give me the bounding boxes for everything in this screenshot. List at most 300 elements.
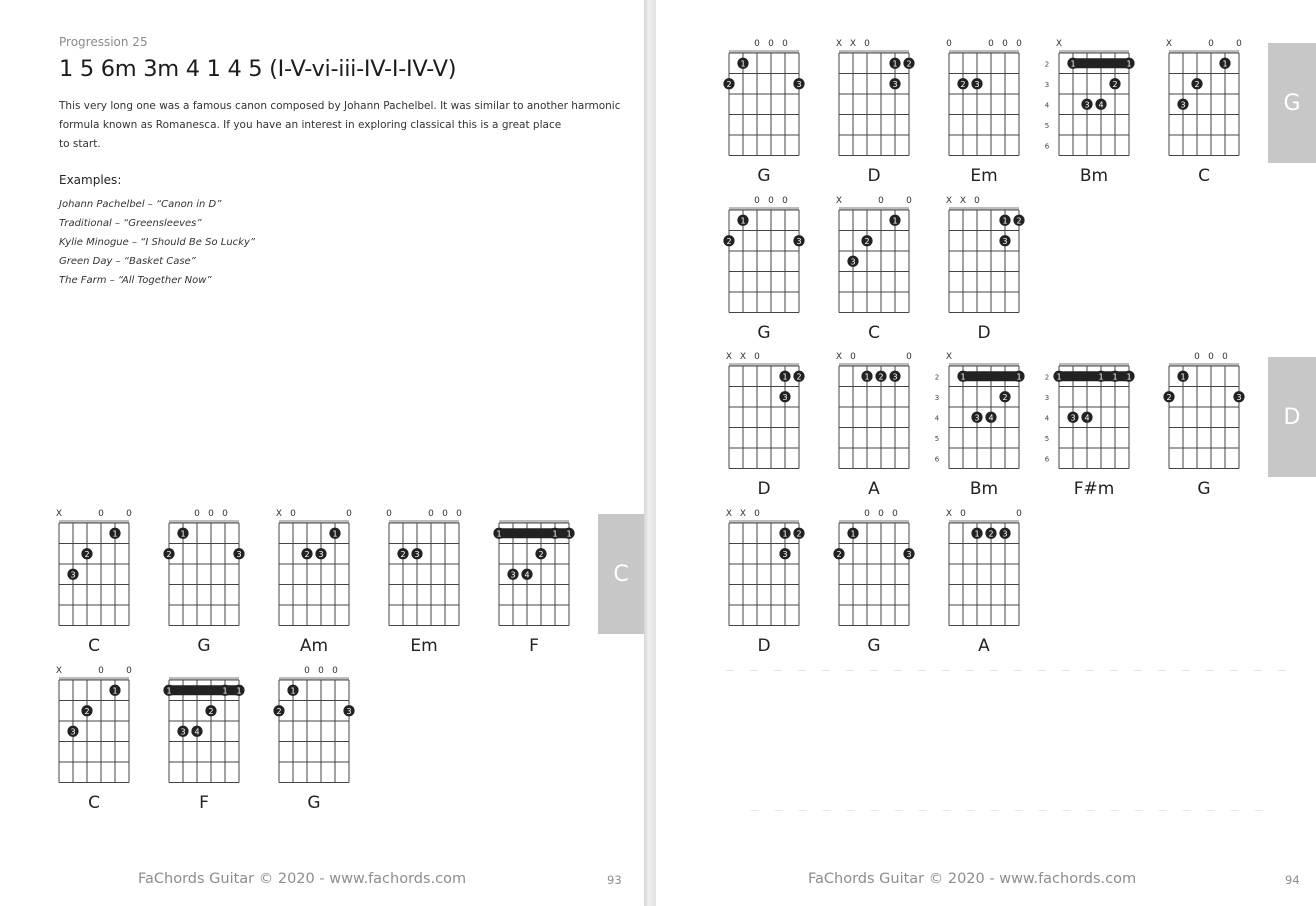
open-string-marker: 0 xyxy=(878,509,884,519)
muted-string-marker: X xyxy=(835,39,843,49)
chord-diagram xyxy=(939,509,1029,656)
fret-number: 6 xyxy=(1044,455,1050,464)
svg-text:3: 3 xyxy=(1002,236,1008,246)
svg-text:3: 3 xyxy=(236,549,242,559)
chord-diagram xyxy=(269,666,359,813)
finger-dot xyxy=(793,78,804,89)
open-string-marker: 0 xyxy=(332,666,338,676)
key-tab-d: D xyxy=(1268,357,1316,477)
finger-dot xyxy=(67,726,78,737)
svg-text:1: 1 xyxy=(782,529,788,539)
progression-description xyxy=(59,97,621,154)
open-string-marker: 0 xyxy=(782,39,788,49)
finger-dot xyxy=(521,569,532,580)
chord-name: D xyxy=(867,166,881,186)
svg-text:2: 2 xyxy=(1016,216,1022,226)
svg-text:2: 2 xyxy=(878,372,884,382)
finger-dot xyxy=(861,371,872,382)
svg-text:1: 1 xyxy=(782,372,788,382)
svg-text:1: 1 xyxy=(1056,372,1062,382)
finger-dot xyxy=(861,235,872,246)
examples-heading: Examples: xyxy=(59,173,122,187)
open-string-marker: 0 xyxy=(782,196,788,206)
finger-dot xyxy=(779,528,790,539)
finger-dot xyxy=(737,215,748,226)
fret-number: 5 xyxy=(1044,121,1050,130)
open-string-marker: 0 xyxy=(754,196,760,206)
chord-name: G xyxy=(757,166,771,186)
svg-text:2: 2 xyxy=(304,549,310,559)
svg-text:3: 3 xyxy=(70,727,76,737)
faded-bleed-through xyxy=(726,670,1286,671)
muted-string-marker: X xyxy=(55,509,63,519)
open-string-marker: 0 xyxy=(126,509,132,519)
fretboard xyxy=(379,509,469,632)
finger-dot xyxy=(1095,99,1106,110)
chord-name: C xyxy=(868,323,880,343)
svg-text:2: 2 xyxy=(960,79,966,89)
finger-dot xyxy=(1191,78,1202,89)
page-number: 93 xyxy=(607,873,622,887)
fret-number: 6 xyxy=(934,455,940,464)
key-tab-c: C xyxy=(598,514,644,634)
open-string-marker: 0 xyxy=(892,509,898,519)
svg-text:4: 4 xyxy=(524,570,530,580)
open-string-marker: 0 xyxy=(1016,39,1022,49)
chord-name: Am xyxy=(299,636,329,656)
finger-dot xyxy=(875,371,886,382)
muted-string-marker: X xyxy=(835,196,843,206)
open-string-marker: 0 xyxy=(318,666,324,676)
chord-diagram xyxy=(1044,39,1139,186)
chord-name: F xyxy=(199,793,209,813)
svg-text:2: 2 xyxy=(726,236,732,246)
description-line: to start. xyxy=(59,138,101,150)
svg-text:3: 3 xyxy=(796,236,802,246)
svg-text:1: 1 xyxy=(112,529,118,539)
finger-dot xyxy=(1095,371,1106,382)
open-string-marker: 0 xyxy=(1208,39,1214,49)
svg-text:4: 4 xyxy=(1084,413,1090,423)
example-item: Johann Pachelbel – “Canon in D” xyxy=(59,199,222,210)
fret-number: 4 xyxy=(934,414,940,423)
fretboard xyxy=(159,669,249,789)
finger-dot xyxy=(67,569,78,580)
finger-dot xyxy=(233,685,244,696)
chord-name: G xyxy=(867,636,881,656)
key-tab-g: G xyxy=(1268,43,1316,163)
finger-dot xyxy=(889,371,900,382)
chord-name: F#m xyxy=(1073,479,1115,499)
svg-text:2: 2 xyxy=(864,236,870,246)
open-string-marker: 0 xyxy=(222,509,228,519)
svg-text:2: 2 xyxy=(988,529,994,539)
svg-text:1: 1 xyxy=(740,216,746,226)
svg-text:3: 3 xyxy=(782,392,788,402)
finger-dot xyxy=(563,528,574,539)
open-string-marker: 0 xyxy=(974,196,980,206)
svg-text:1: 1 xyxy=(222,686,228,696)
open-string-marker: 0 xyxy=(428,509,434,519)
finger-dot xyxy=(723,78,734,89)
svg-text:2: 2 xyxy=(84,549,90,559)
fretboard xyxy=(829,509,919,632)
svg-text:1: 1 xyxy=(332,529,338,539)
fret-number: 4 xyxy=(1044,414,1050,423)
fret-number: 2 xyxy=(1044,373,1050,382)
fretboard xyxy=(1044,39,1139,162)
finger-dot xyxy=(779,391,790,402)
finger-dot xyxy=(793,235,804,246)
chord-name: Bm xyxy=(1079,166,1109,186)
muted-string-marker: X xyxy=(945,352,953,362)
svg-text:2: 2 xyxy=(538,549,544,559)
svg-text:1: 1 xyxy=(552,529,558,539)
chord-diagram xyxy=(1159,352,1249,499)
open-string-marker: 0 xyxy=(194,509,200,519)
book-gutter xyxy=(644,0,656,906)
svg-text:1: 1 xyxy=(1002,216,1008,226)
fretboard xyxy=(829,196,919,319)
finger-dot xyxy=(1109,78,1120,89)
svg-text:4: 4 xyxy=(194,727,200,737)
svg-text:3: 3 xyxy=(1002,529,1008,539)
chord-diagram xyxy=(159,669,249,813)
svg-text:1: 1 xyxy=(974,529,980,539)
muted-string-marker: X xyxy=(739,509,747,519)
svg-text:3: 3 xyxy=(906,549,912,559)
finger-dot xyxy=(163,685,174,696)
chord-diagram xyxy=(719,352,809,499)
chord-name: Bm xyxy=(969,479,999,499)
open-string-marker: 0 xyxy=(768,39,774,49)
chord-diagram xyxy=(934,352,1029,499)
finger-dot xyxy=(999,528,1010,539)
svg-text:3: 3 xyxy=(796,79,802,89)
chord-diagram xyxy=(939,196,1029,343)
finger-dot xyxy=(163,548,174,559)
fret-number: 5 xyxy=(934,434,940,443)
svg-text:3: 3 xyxy=(974,413,980,423)
svg-text:2: 2 xyxy=(1002,392,1008,402)
open-string-marker: 0 xyxy=(290,509,296,519)
svg-text:2: 2 xyxy=(906,59,912,69)
finger-dot xyxy=(999,235,1010,246)
chord-name: G xyxy=(1197,479,1211,499)
open-string-marker: 0 xyxy=(98,666,104,676)
chord-diagram xyxy=(49,509,139,656)
svg-text:1: 1 xyxy=(1126,372,1132,382)
progression-title: 1 5 6m 3m 4 1 4 5 (I-V-vi-iii-IV-I-IV-V) xyxy=(59,56,457,82)
right-page xyxy=(656,0,1316,906)
svg-text:1: 1 xyxy=(1098,372,1104,382)
finger-dot xyxy=(903,548,914,559)
muted-string-marker: X xyxy=(945,196,953,206)
svg-text:1: 1 xyxy=(850,529,856,539)
chord-diagram xyxy=(379,509,469,656)
chord-name: A xyxy=(978,636,990,656)
svg-text:1: 1 xyxy=(892,59,898,69)
muted-string-marker: X xyxy=(1055,39,1063,49)
svg-text:1: 1 xyxy=(290,686,296,696)
open-string-marker: 0 xyxy=(850,352,856,362)
chord-name: Em xyxy=(970,166,998,186)
open-string-marker: 0 xyxy=(1002,39,1008,49)
muted-string-marker: X xyxy=(275,509,283,519)
muted-string-marker: X xyxy=(1165,39,1173,49)
page-number: 94 xyxy=(1285,873,1300,887)
finger-dot xyxy=(549,528,560,539)
chord-diagram xyxy=(489,512,579,656)
svg-text:1: 1 xyxy=(180,529,186,539)
svg-text:3: 3 xyxy=(892,79,898,89)
example-item: Green Day – “Basket Case” xyxy=(59,256,196,267)
chord-diagram xyxy=(829,509,919,656)
svg-text:3: 3 xyxy=(1236,392,1242,402)
open-string-marker: 0 xyxy=(988,39,994,49)
fretboard xyxy=(159,509,249,632)
chord-name: A xyxy=(868,479,880,499)
fret-number: 3 xyxy=(934,393,940,402)
finger-dot xyxy=(1219,58,1230,69)
faded-bleed-through xyxy=(751,810,1271,811)
svg-text:3: 3 xyxy=(70,570,76,580)
finger-dot xyxy=(779,371,790,382)
fretboard xyxy=(719,352,809,475)
finger-dot xyxy=(957,371,968,382)
chord-name: D xyxy=(757,636,771,656)
example-item: Traditional – “Greensleeves” xyxy=(59,218,202,229)
open-string-marker: 0 xyxy=(386,509,392,519)
finger-dot xyxy=(847,528,858,539)
svg-text:3: 3 xyxy=(180,727,186,737)
muted-string-marker: X xyxy=(835,352,843,362)
fretboard xyxy=(939,196,1029,319)
chord-name: Em xyxy=(410,636,438,656)
example-item: The Farm – “All Together Now” xyxy=(59,275,212,286)
finger-dot xyxy=(971,528,982,539)
fret-number: 6 xyxy=(1044,142,1050,151)
finger-dot xyxy=(847,256,858,267)
finger-dot xyxy=(205,705,216,716)
open-string-marker: 0 xyxy=(754,39,760,49)
finger-dot xyxy=(411,548,422,559)
chord-diagram xyxy=(719,509,809,656)
svg-text:3: 3 xyxy=(346,706,352,716)
svg-text:2: 2 xyxy=(1166,392,1172,402)
finger-dot xyxy=(177,726,188,737)
finger-dot xyxy=(723,235,734,246)
svg-text:1: 1 xyxy=(1180,372,1186,382)
open-string-marker: 0 xyxy=(864,509,870,519)
chord-diagram xyxy=(829,39,919,186)
chord-diagram xyxy=(1044,355,1139,499)
open-string-marker: 0 xyxy=(906,196,912,206)
svg-text:1: 1 xyxy=(112,686,118,696)
open-string-marker: 0 xyxy=(906,352,912,362)
open-string-marker: 0 xyxy=(946,39,952,49)
svg-text:2: 2 xyxy=(276,706,282,716)
finger-dot xyxy=(493,528,504,539)
finger-dot xyxy=(81,548,92,559)
fret-number: 4 xyxy=(1044,101,1050,110)
svg-text:1: 1 xyxy=(1070,59,1076,69)
fretboard xyxy=(489,512,579,632)
open-string-marker: 0 xyxy=(1208,352,1214,362)
finger-dot xyxy=(1013,215,1024,226)
finger-dot xyxy=(1013,371,1024,382)
fretboard xyxy=(719,39,809,162)
finger-dot xyxy=(397,548,408,559)
svg-text:3: 3 xyxy=(414,549,420,559)
svg-text:2: 2 xyxy=(726,79,732,89)
finger-dot xyxy=(903,58,914,69)
muted-string-marker: X xyxy=(55,666,63,676)
footer-text: FaChords Guitar © 2020 - www.fachords.com xyxy=(808,871,1137,887)
svg-text:2: 2 xyxy=(84,706,90,716)
svg-text:1: 1 xyxy=(1126,59,1132,69)
svg-text:1: 1 xyxy=(566,529,572,539)
finger-dot xyxy=(999,391,1010,402)
chord-name: D xyxy=(977,323,991,343)
finger-dot xyxy=(793,528,804,539)
finger-dot xyxy=(889,78,900,89)
finger-dot xyxy=(779,548,790,559)
fretboard xyxy=(939,509,1029,632)
barre-bar xyxy=(1073,58,1132,69)
fretboard xyxy=(829,39,919,162)
svg-text:1: 1 xyxy=(892,216,898,226)
open-string-marker: 0 xyxy=(1016,509,1022,519)
finger-dot xyxy=(737,58,748,69)
muted-string-marker: X xyxy=(725,352,733,362)
finger-dot xyxy=(81,705,92,716)
open-string-marker: 0 xyxy=(1236,39,1242,49)
svg-text:3: 3 xyxy=(510,570,516,580)
svg-text:2: 2 xyxy=(796,529,802,539)
svg-text:4: 4 xyxy=(1098,100,1104,110)
left-page xyxy=(0,0,644,906)
svg-text:1: 1 xyxy=(1112,372,1118,382)
svg-text:3: 3 xyxy=(318,549,324,559)
chord-diagram xyxy=(829,196,919,343)
fretboard xyxy=(49,666,139,789)
footer-text: FaChords Guitar © 2020 - www.fachords.com xyxy=(138,871,467,887)
svg-text:1: 1 xyxy=(1222,59,1228,69)
fret-number: 3 xyxy=(1044,393,1050,402)
svg-text:3: 3 xyxy=(1180,100,1186,110)
open-string-marker: 0 xyxy=(960,509,966,519)
finger-dot xyxy=(507,569,518,580)
description-line: formula known as Romanesca. If you have an interest in exploring classical this is a great place xyxy=(59,119,562,131)
muted-string-marker: X xyxy=(739,352,747,362)
finger-dot xyxy=(1177,99,1188,110)
finger-dot xyxy=(889,58,900,69)
svg-text:1: 1 xyxy=(166,686,172,696)
fretboard xyxy=(934,352,1029,475)
chord-name: G xyxy=(197,636,211,656)
open-string-marker: 0 xyxy=(346,509,352,519)
finger-dot xyxy=(1067,58,1078,69)
open-string-marker: 0 xyxy=(1194,352,1200,362)
fretboard xyxy=(49,509,139,632)
finger-dot xyxy=(833,548,844,559)
open-string-marker: 0 xyxy=(1222,352,1228,362)
chord-name: D xyxy=(757,479,771,499)
finger-dot xyxy=(315,548,326,559)
fretboard xyxy=(1159,352,1249,475)
finger-dot xyxy=(1109,371,1120,382)
finger-dot xyxy=(1123,58,1134,69)
chord-diagram xyxy=(1159,39,1249,186)
finger-dot xyxy=(273,705,284,716)
chord-diagram xyxy=(939,39,1029,186)
finger-dot xyxy=(1053,371,1064,382)
fretboard xyxy=(1159,39,1249,162)
svg-text:3: 3 xyxy=(1070,413,1076,423)
finger-dot xyxy=(109,528,120,539)
fret-number: 2 xyxy=(1044,60,1050,69)
fretboard xyxy=(829,352,919,475)
barre-bar xyxy=(963,371,1022,382)
fretboard xyxy=(719,509,809,632)
chord-diagram xyxy=(719,39,809,186)
fret-number: 3 xyxy=(1044,80,1050,89)
finger-dot xyxy=(1123,371,1134,382)
open-string-marker: 0 xyxy=(754,509,760,519)
finger-dot xyxy=(985,528,996,539)
svg-text:3: 3 xyxy=(850,257,856,267)
muted-string-marker: X xyxy=(849,39,857,49)
chord-name: G xyxy=(307,793,321,813)
finger-dot xyxy=(177,528,188,539)
finger-dot xyxy=(233,548,244,559)
chord-name: C xyxy=(1198,166,1210,186)
open-string-marker: 0 xyxy=(754,352,760,362)
finger-dot xyxy=(999,215,1010,226)
open-string-marker: 0 xyxy=(768,196,774,206)
chord-name: F xyxy=(529,636,539,656)
muted-string-marker: X xyxy=(725,509,733,519)
finger-dot xyxy=(219,685,230,696)
muted-string-marker: X xyxy=(959,196,967,206)
finger-dot xyxy=(329,528,340,539)
svg-text:4: 4 xyxy=(988,413,994,423)
finger-dot xyxy=(301,548,312,559)
open-string-marker: 0 xyxy=(442,509,448,519)
finger-dot xyxy=(1177,371,1188,382)
svg-text:2: 2 xyxy=(1194,79,1200,89)
chord-diagram xyxy=(49,666,139,813)
open-string-marker: 0 xyxy=(304,666,310,676)
chord-name: G xyxy=(757,323,771,343)
svg-text:2: 2 xyxy=(836,549,842,559)
svg-text:1: 1 xyxy=(236,686,242,696)
finger-dot xyxy=(343,705,354,716)
finger-dot xyxy=(971,412,982,423)
chord-diagram xyxy=(829,352,919,499)
finger-dot xyxy=(1163,391,1174,402)
open-string-marker: 0 xyxy=(878,196,884,206)
finger-dot xyxy=(985,412,996,423)
open-string-marker: 0 xyxy=(98,509,104,519)
chord-diagram xyxy=(719,196,809,343)
finger-dot xyxy=(287,685,298,696)
muted-string-marker: X xyxy=(945,509,953,519)
open-string-marker: 0 xyxy=(126,666,132,676)
svg-text:3: 3 xyxy=(892,372,898,382)
finger-dot xyxy=(1233,391,1244,402)
